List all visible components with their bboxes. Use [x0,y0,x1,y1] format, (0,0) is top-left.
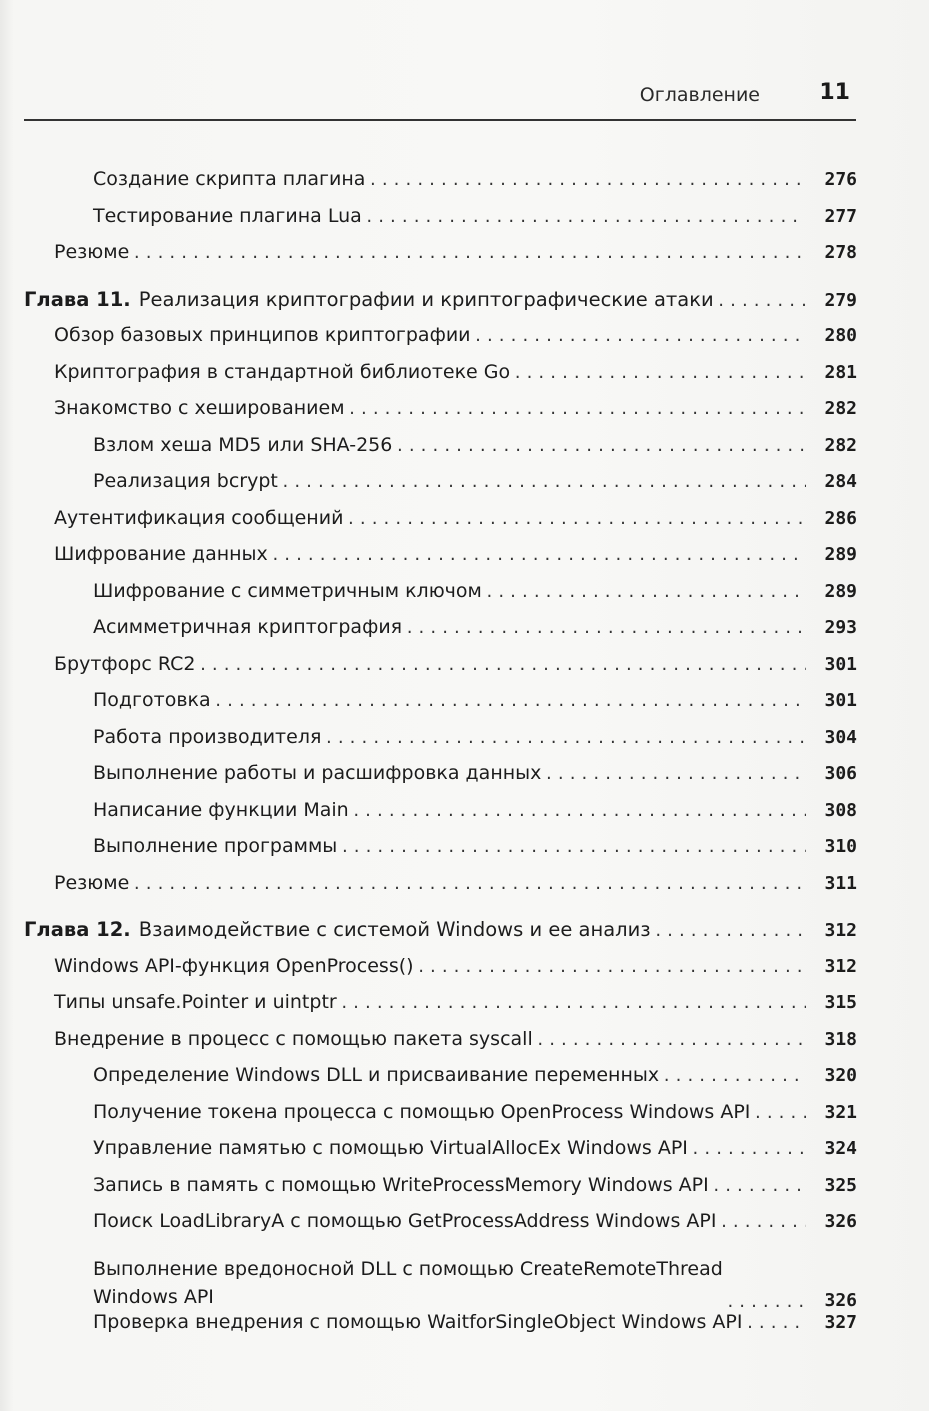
chapter-label: Глава 11. [24,287,131,311]
dot-leader [214,692,806,710]
toc-entry-title: Типы unsafe.Pointer и uintptr [54,991,337,1013]
toc-entry-page: 312 [824,920,857,941]
toc-chapter-entry [0,288,929,325]
dot-leader [271,546,806,564]
toc-entry [0,507,929,544]
toc-entry-page: 282 [824,434,857,456]
header-page-number: 11 [819,80,850,105]
toc-entry-page: 321 [824,1101,857,1123]
toc-entry-title: Выполнение работы и расшифровка данных [93,762,542,784]
toc-entry [0,726,929,763]
toc-chapter-title [24,918,651,941]
toc-entry [0,1028,929,1065]
toc-entry [0,955,929,992]
dot-leader [405,619,806,637]
toc-entry-title: Брутфорс RC2 [54,652,196,675]
toc-entry-title: Получение токена процесса с помощью OpenProcess Windows API [93,1100,751,1123]
toc-entry-title: Реализация bcrypt [93,470,278,492]
toc-entry [0,991,929,1028]
toc-entry [0,434,929,471]
toc-entry-page: 284 [824,471,857,492]
toc-entry [0,168,929,205]
toc-entry [0,470,929,507]
chapter-name: Взаимодействие с системой Windows и ее анализ [138,918,651,941]
toc-chapter-title [24,288,714,311]
header-title: Оглавление [639,84,760,106]
toc-entry-page: 281 [824,361,857,383]
dot-leader [324,729,806,747]
toc-entry-title: Шифрование с симметричным ключом [93,579,482,602]
toc-entry-page: 326 [824,1211,857,1232]
dot-leader [654,922,806,940]
chapter-label: Глава 12. [24,918,131,941]
dot-leader [346,510,806,528]
toc-entry-title: Аутентификация сообщений [54,506,344,529]
toc-entry-title: Написание функции Main [93,798,349,821]
running-header [24,80,856,110]
toc-entry-title: Подготовка [93,689,211,711]
dot-leader [198,656,806,674]
toc-entry [0,1311,929,1348]
toc-entry-title: Тестирование плагина Lua [93,204,362,227]
dot-leader [753,1104,806,1122]
toc-entry-page: 282 [824,398,857,419]
toc-entry [0,580,929,617]
toc-entry-page: 320 [824,1065,857,1086]
toc-entry-title: Шифрование данных [54,543,268,565]
toc-entry-page: 280 [824,325,857,346]
dot-leader [348,400,806,418]
toc-entry-page: 304 [824,726,857,748]
toc-entry [0,361,929,398]
dot-leader [474,327,806,345]
toc-entry [0,241,929,278]
toc-entry-page: 312 [824,955,857,977]
toc-entry-page: 326 [824,1289,857,1311]
dot-leader [485,583,806,601]
toc-entry [0,1247,929,1311]
toc-entry-page: 276 [824,169,857,190]
dot-leader [513,364,806,382]
toc-entry-title: Знакомство с хешированием [54,397,345,419]
dot-leader [544,765,806,783]
dot-leader [719,1213,806,1231]
toc-entry-page: 306 [824,763,857,784]
chapter-name: Реализация криптографии и криптографические атаки [138,287,714,311]
toc-entry-page: 289 [824,580,857,602]
toc-entry [0,324,929,361]
dot-leader [281,473,806,491]
toc-entry-title-line1: Выполнение вредоносной DLL с помощью CreateRemoteThread [93,1257,723,1280]
dot-leader [132,244,806,262]
dot-leader [745,1314,806,1332]
toc-entry-title: Криптография в стандартной библиотеке Go [54,360,511,383]
toc-entry-page: 301 [824,690,857,711]
toc-entry-page: 325 [824,1174,857,1196]
toc-entry-page: 289 [824,544,857,565]
dot-leader [691,1140,806,1158]
toc-entry [0,397,929,434]
toc-entry-page: 324 [824,1138,857,1159]
dot-leader [712,1177,806,1195]
toc-chapter-entry [0,918,929,955]
toc-entry [0,1174,929,1211]
toc-entry-page: 308 [824,799,857,821]
table-of-contents [0,168,929,1347]
dot-leader [368,171,806,189]
dot-leader [132,875,806,893]
toc-entry-title: Запись в память с помощью WriteProcessMemory Windows API [93,1173,709,1196]
header-rule [24,119,856,121]
toc-entry-title: Резюме [54,871,130,894]
dot-leader [340,838,806,856]
toc-entry-page: 293 [824,617,857,638]
toc-entry-page: 311 [824,872,857,894]
toc-entry-title: Резюме [54,241,130,263]
toc-entry-page: 318 [824,1028,857,1050]
dot-leader [717,292,806,310]
toc-entry-title: Создание скрипта плагина [93,168,366,190]
toc-entry [0,872,929,909]
toc-entry [0,653,929,690]
toc-entry-title: Взлом хеша MD5 или SHA-256 [93,433,393,456]
toc-entry-title-line2: Windows API [93,1285,214,1308]
toc-entry [0,616,929,653]
dot-leader [662,1067,806,1085]
toc-entry [0,689,929,726]
toc-entry-title: Выполнение программы [93,835,338,857]
toc-entry [0,1101,929,1138]
dot-leader [395,437,806,455]
toc-entry-title: Управление памятью с помощью VirtualAllocEx Windows API [93,1137,688,1159]
dot-leader [536,1031,806,1049]
toc-entry-page: 310 [824,836,857,857]
toc-entry [0,1210,929,1247]
toc-entry [0,835,929,872]
dot-leader [726,1293,806,1311]
toc-entry-title: Определение Windows DLL и присваивание переменных [93,1064,660,1086]
toc-entry-page: 327 [824,1311,857,1333]
toc-entry-title [93,1255,723,1311]
toc-entry-title: Windows API-функция OpenProcess() [54,954,414,977]
toc-entry-page: 278 [824,242,857,263]
toc-entry [0,205,929,242]
toc-entry-title: Асимметричная криптография [93,616,403,638]
toc-entry-page: 301 [824,653,857,675]
toc-entry-title: Проверка внедрения с помощью WaitforSingleObject Windows API [93,1310,743,1333]
toc-entry-title: Внедрение в процесс с помощью пакета syscall [54,1027,533,1050]
toc-entry [0,799,929,836]
toc-entry [0,1137,929,1174]
toc-entry-title: Поиск LoadLibraryA с помощью GetProcessAddress Windows API [93,1210,717,1232]
toc-entry [0,762,929,799]
toc-entry-page: 315 [824,992,857,1013]
toc-entry [0,1064,929,1101]
dot-leader [365,208,806,226]
dot-leader [352,802,806,820]
dot-leader [417,958,806,976]
dot-leader [340,994,806,1012]
toc-entry-page: 277 [824,205,857,227]
toc-entry-title: Работа производителя [93,725,322,748]
toc-entry-page: 286 [824,507,857,529]
toc-entry-page: 279 [824,289,857,311]
toc-entry [0,543,929,580]
toc-entry-title: Обзор базовых принципов криптографии [54,324,471,346]
